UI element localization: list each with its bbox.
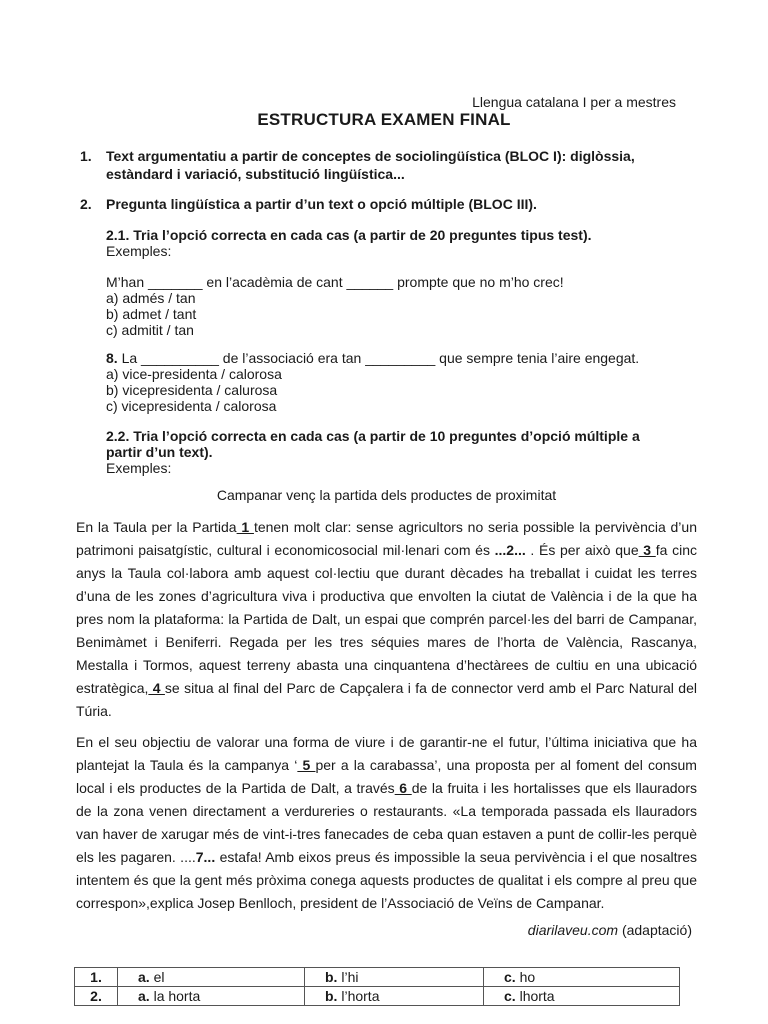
- blank-marker: 7...: [195, 849, 216, 865]
- blank-marker: 1: [236, 519, 254, 535]
- example-sentence: 8. La __________ de l’associació era tan _________ que sempre tenia l’aire engegat.: [106, 350, 640, 366]
- blank-marker: 3: [638, 542, 656, 558]
- source-link[interactable]: diarilaveu.com: [527, 922, 619, 938]
- option-b: b. l’hi: [305, 968, 484, 987]
- option: a) admés / tan: [106, 290, 196, 306]
- example-number: 8.: [106, 350, 118, 366]
- page-title: ESTRUCTURA EXAMEN FINAL: [257, 110, 511, 129]
- article-paragraph-1: En la Taula per la Partida 1 tenen molt clar: sense agricultors no seria possible la pervivència d’un patrimoni paisatgístic, cultural i economicosocial mil·lenari com és ...2... . És per això que 3 fa cinc anys la Taula col·labora amb aquest col·lectiu que durant dècades ha treballat i cuidat les terres d’una de les zones d’agricultura viva i productiva que envolten la ciutat de València i de la que ha pres nom la plataforma: la Partida de Dalt, un espai que comprén parcel·les del barri de Campanar, Benimàmet i Beniferri. Regada per les tres séquies mares de l’horta de València, Rascanya, Mestalla i Tormos, aquest terreny abasta una cinquantena d’hectàrees de cultiu en una ubicació estratègica, 4 se situa al final del Parc de Capçalera i fa de connector verd amb el Parc Natural del Túria.: [76, 519, 697, 719]
- option-a: a. la horta: [118, 987, 305, 1006]
- blank-marker: 5: [297, 757, 316, 773]
- examples-label: Exemples:: [106, 460, 172, 476]
- option: c) vicepresidenta / calorosa: [106, 398, 277, 414]
- option-c: c. lhorta: [484, 987, 680, 1006]
- table-row: [75, 987, 680, 1006]
- question-1: [80, 147, 680, 187]
- example-sentence: M’han _______ en l’acadèmia de cant ______ prompte que no m’ho crec!: [106, 274, 564, 290]
- section-heading: 2.2. Tria l’opció correcta en cada cas (a partir de 10 preguntes d’opció múltiple a: [106, 428, 640, 444]
- article-paragraph-2: En el seu objectiu de valorar una forma de viure i de garantir-ne el futur, l’última iniciativa que ha plantejat la Taula és la campanya ‘ 5 per a la carabassa’, una proposta per al foment del consum local i els productes de la Partida de Dalt, a través 6 de la fruita i les hortalisses que els llauradors de la zona venen directament a verdureries o restaurants. «La temporada passada els llauradors van haver de xarugar més de vint-i-tres fanecades de ceba quan estaven a punt de collir-les perquè els les pagaren. ....7... estafa! Amb eixos preus és impossible la seua pervivència i el que nosaltres intentem és que la gent més pròxima conega aquests productes de qualitat i els compre al preu que correspon»,explica Josep Benlloch, president de l’Associació de Veïns de Campanar.: [76, 734, 697, 911]
- option: a) vice-presidenta / calorosa: [106, 366, 282, 382]
- option-a: a. el: [118, 968, 305, 987]
- source-credit: diarilaveu.com (adaptació): [527, 922, 692, 938]
- section-heading: 2.1. Tria l’opció correcta en cada cas (a partir de 20 preguntes tipus test).: [106, 227, 592, 243]
- option: b) admet / tant: [106, 306, 197, 322]
- question-number: 2.: [80, 196, 92, 212]
- question-2: [80, 195, 680, 215]
- option: b) vicepresidenta / calurosa: [106, 382, 278, 398]
- blank-marker: ...2...: [494, 542, 526, 558]
- table-row: [75, 968, 680, 987]
- option-c: c. ho: [484, 968, 680, 987]
- answers-table: [74, 967, 680, 1006]
- section-2-1: [106, 227, 696, 259]
- option-b: b. l’horta: [305, 987, 484, 1006]
- section-2-2: [106, 428, 696, 476]
- example-2: [106, 350, 696, 414]
- article-title: Campanar venç la partida dels productes de proximitat: [216, 487, 557, 503]
- blank-marker: 4: [148, 680, 165, 696]
- question-text: Text argumentatiu a partir de conceptes de sociolingüística (BLOC I): diglòssia, estàndard i variació, substitució lingüística...: [106, 148, 635, 182]
- question-text: Pregunta lingüística a partir d’un text o opció múltiple (BLOC III).: [106, 196, 537, 212]
- example-1: [106, 274, 696, 338]
- row-number: 1.: [75, 968, 118, 987]
- examples-label: Exemples:: [106, 243, 172, 259]
- section-heading: partir d’un text).: [106, 444, 213, 460]
- question-number: 1.: [80, 148, 92, 164]
- option: c) admitit / tan: [106, 322, 194, 338]
- blank-marker: 6: [394, 780, 412, 796]
- course-name: Llengua catalana I per a mestres: [472, 94, 676, 110]
- row-number: 2.: [75, 987, 118, 1006]
